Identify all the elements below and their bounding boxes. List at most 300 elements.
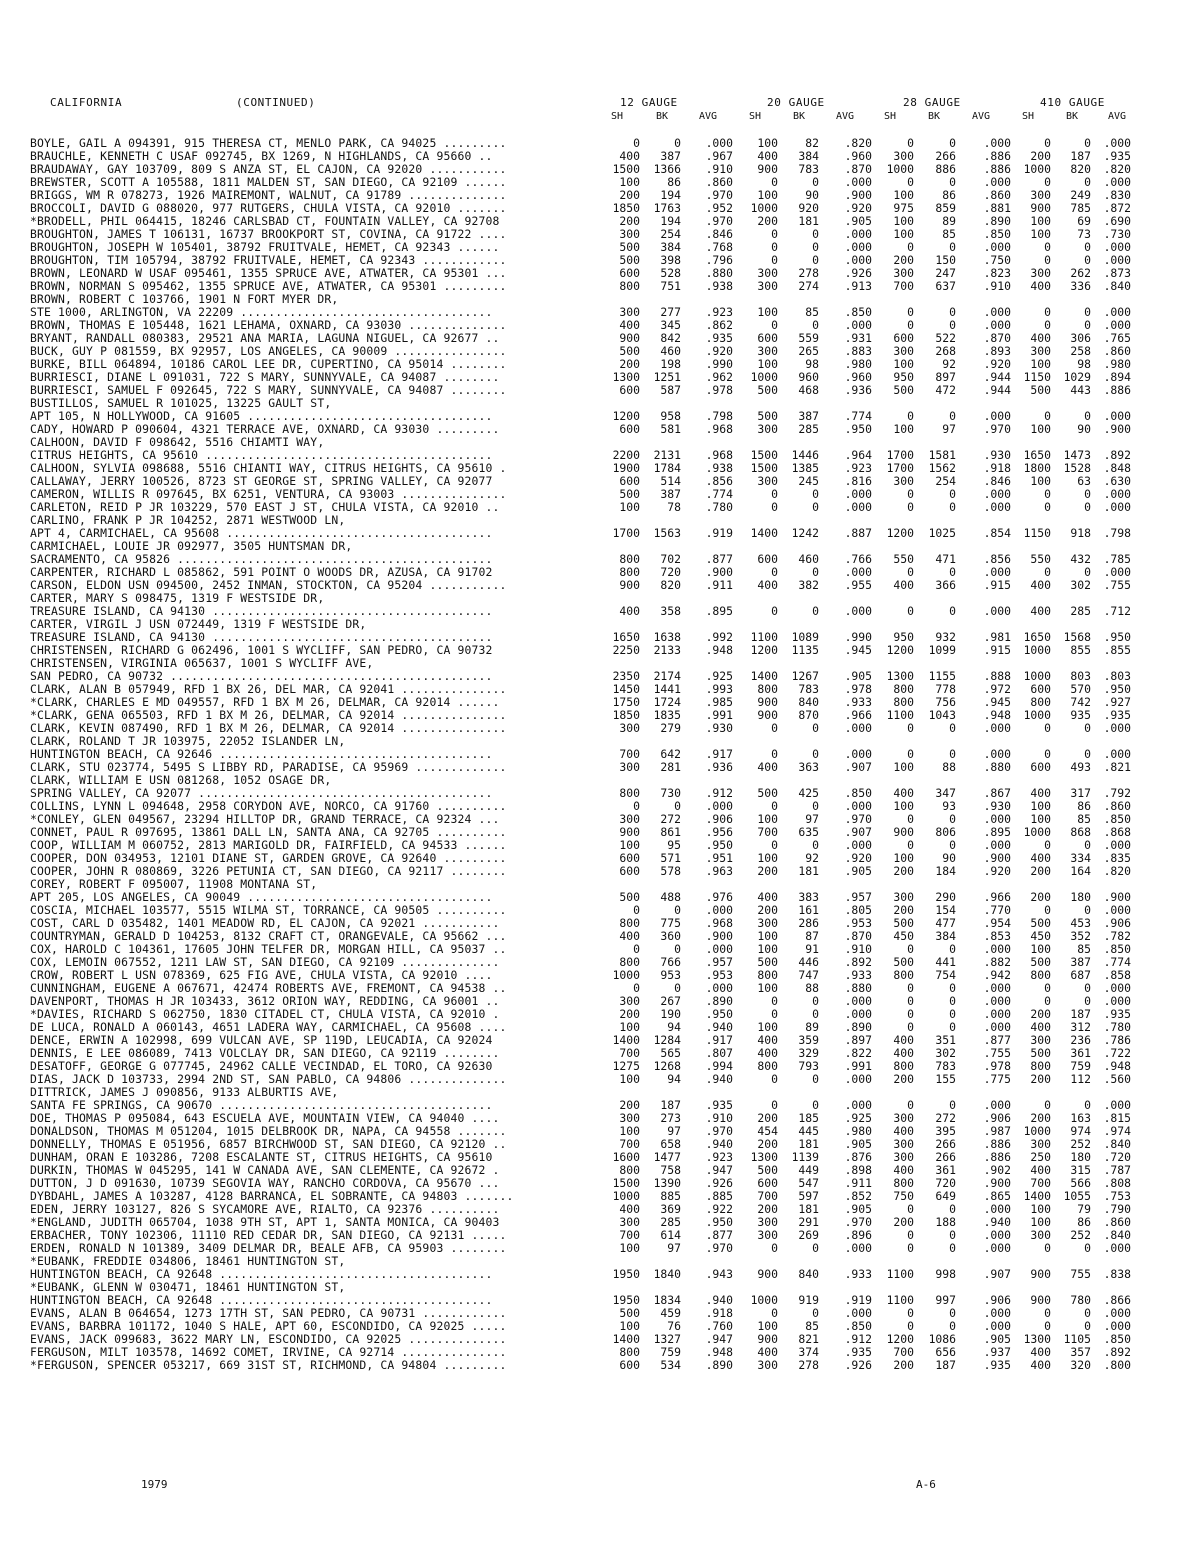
cell-avg-410: .840 (1103, 279, 1131, 293)
cell-sh-12: 300 (619, 1215, 640, 1229)
cell-sh-12: 1600 (612, 1150, 640, 1164)
table-row (0, 618, 1200, 631)
shooter-name-address: HUNTINGTON BEACH, CA 92648 ....................................... (30, 1268, 493, 1281)
cell-bk-28: 0 (949, 136, 956, 150)
table-row (0, 696, 1200, 709)
cell-sh-20: 0 (771, 318, 778, 332)
cell-avg-20: .890 (844, 1020, 872, 1034)
cell-sh-410: 0 (1044, 903, 1051, 917)
cell-avg-410: .560 (1103, 1072, 1131, 1086)
cell-bk-410: 0 (1084, 487, 1091, 501)
cell-bk-12: 1834 (653, 1293, 681, 1307)
cell-avg-410: .860 (1103, 344, 1131, 358)
cell-avg-12: .970 (705, 188, 733, 202)
cell-sh-12: 0 (633, 981, 640, 995)
cell-sh-20: 900 (757, 162, 778, 176)
cell-sh-12: 600 (619, 864, 640, 878)
cell-sh-12: 200 (619, 1098, 640, 1112)
shooter-name-address: BROWN, NORMAN S 095462, 1355 SPRUCE AVE, ATWATER, CA 95301 ......... (30, 280, 507, 293)
cell-sh-28: 0 (907, 409, 914, 423)
cell-avg-20: .892 (844, 955, 872, 969)
cell-sh-410: 400 (1030, 578, 1051, 592)
cell-avg-12: .938 (705, 461, 733, 475)
cell-bk-12: 1477 (653, 1150, 681, 1164)
cell-sh-20: 300 (757, 1215, 778, 1229)
cell-avg-20: .950 (844, 422, 872, 436)
cell-bk-20: 547 (798, 1176, 819, 1190)
cell-avg-12: .877 (705, 1228, 733, 1242)
cell-avg-20: .919 (844, 1293, 872, 1307)
cell-sh-410: 200 (1030, 1111, 1051, 1125)
cell-bk-20: 91 (805, 942, 819, 956)
cell-sh-410: 1000 (1023, 708, 1051, 722)
cell-bk-410: 236 (1070, 1033, 1091, 1047)
cell-sh-28: 0 (907, 1319, 914, 1333)
cell-avg-20: .883 (844, 344, 872, 358)
cell-sh-28: 1300 (886, 669, 914, 683)
cell-bk-410: 432 (1070, 552, 1091, 566)
cell-avg-20: .926 (844, 1358, 872, 1372)
cell-avg-28: .906 (983, 1111, 1011, 1125)
cell-sh-410: 400 (1030, 1358, 1051, 1372)
cell-bk-20: 269 (798, 1228, 819, 1242)
cell-avg-28: .882 (983, 955, 1011, 969)
cell-bk-410: 180 (1070, 1150, 1091, 1164)
cell-avg-28: .000 (983, 1306, 1011, 1320)
table-row (0, 813, 1200, 826)
table-row (0, 904, 1200, 917)
cell-sh-410: 400 (1030, 786, 1051, 800)
cell-sh-28: 800 (893, 1059, 914, 1073)
cell-avg-20: .000 (844, 500, 872, 514)
cell-avg-410: .974 (1103, 1124, 1131, 1138)
cell-bk-20: 1139 (791, 1150, 819, 1164)
cell-bk-410: 63 (1077, 474, 1091, 488)
cell-bk-20: 635 (798, 825, 819, 839)
cell-avg-12: .862 (705, 318, 733, 332)
cell-avg-20: .000 (844, 318, 872, 332)
cell-avg-12: .780 (705, 500, 733, 514)
cell-avg-410: .848 (1103, 461, 1131, 475)
cell-bk-28: 155 (935, 1072, 956, 1086)
cell-avg-28: .000 (983, 175, 1011, 189)
cell-sh-28: 0 (907, 1020, 914, 1034)
cell-avg-20: .870 (844, 929, 872, 943)
cell-bk-20: 445 (798, 1124, 819, 1138)
table-row (0, 1255, 1200, 1268)
cell-avg-12: .923 (705, 1150, 733, 1164)
cell-avg-12: .940 (705, 1072, 733, 1086)
cell-avg-410: .000 (1103, 240, 1131, 254)
cell-avg-28: .902 (983, 1163, 1011, 1177)
cell-sh-20: 1500 (750, 448, 778, 462)
cell-sh-28: 1200 (886, 526, 914, 540)
cell-avg-20: .933 (844, 968, 872, 982)
cell-avg-28: .945 (983, 695, 1011, 709)
cell-bk-20: 274 (798, 279, 819, 293)
cell-avg-12: .807 (705, 1046, 733, 1060)
cell-bk-410: 249 (1070, 188, 1091, 202)
cell-sh-12: 400 (619, 149, 640, 163)
cell-bk-410: 935 (1070, 708, 1091, 722)
cell-sh-20: 300 (757, 474, 778, 488)
cell-bk-20: 92 (805, 851, 819, 865)
cell-avg-28: .846 (983, 474, 1011, 488)
cell-avg-410: .792 (1103, 786, 1131, 800)
cell-bk-12: 571 (660, 851, 681, 865)
cell-sh-12: 800 (619, 786, 640, 800)
cell-sh-20: 100 (757, 188, 778, 202)
cell-avg-12: .856 (705, 474, 733, 488)
cell-avg-20: .896 (844, 1228, 872, 1242)
table-row (0, 787, 1200, 800)
cell-bk-410: 73 (1077, 227, 1091, 241)
table-row (0, 202, 1200, 215)
cell-avg-28: .970 (983, 422, 1011, 436)
cell-sh-12: 1000 (612, 968, 640, 982)
cell-bk-28: 886 (935, 162, 956, 176)
shooter-name-address: *EUBANK, FREDDIE 034806, 18461 HUNTINGTON ST, (30, 1255, 346, 1268)
cell-bk-20: 382 (798, 578, 819, 592)
cell-bk-28: 522 (935, 331, 956, 345)
cell-avg-410: .785 (1103, 552, 1131, 566)
cell-avg-12: .911 (705, 578, 733, 592)
cell-bk-28: 0 (949, 1020, 956, 1034)
cell-avg-20: .957 (844, 890, 872, 904)
table-row (0, 1099, 1200, 1112)
cell-sh-28: 100 (893, 851, 914, 865)
cell-avg-28: .981 (983, 630, 1011, 644)
cell-avg-28: .000 (983, 994, 1011, 1008)
shooter-name-address: *CONLEY, GLEN 049567, 23294 HILLTOP DR, GRAND TERRACE, CA 92324 ... (30, 813, 500, 826)
cell-avg-20: .000 (844, 1098, 872, 1112)
cell-bk-12: 0 (674, 942, 681, 956)
cell-bk-28: 266 (935, 1150, 956, 1164)
cell-sh-12: 100 (619, 838, 640, 852)
cell-sh-28: 750 (893, 1189, 914, 1203)
cell-avg-12: .963 (705, 864, 733, 878)
cell-bk-410: 252 (1070, 1228, 1091, 1242)
cell-avg-20: .000 (844, 721, 872, 735)
cell-sh-410: 0 (1044, 994, 1051, 1008)
table-row (0, 189, 1200, 202)
cell-sh-28: 300 (893, 266, 914, 280)
cell-sh-28: 400 (893, 1163, 914, 1177)
cell-bk-12: 720 (660, 565, 681, 579)
cell-sh-410: 200 (1030, 890, 1051, 904)
cell-sh-20: 0 (771, 1306, 778, 1320)
cell-sh-12: 800 (619, 279, 640, 293)
cell-sh-20: 500 (757, 955, 778, 969)
cell-bk-12: 1563 (653, 526, 681, 540)
cell-bk-20: 783 (798, 162, 819, 176)
shooter-name-address: CARMICHAEL, LOUIE JR 092977, 3505 HUNTSMAN DR, (30, 540, 353, 553)
cell-sh-20: 1100 (750, 630, 778, 644)
cell-bk-20: 1242 (791, 526, 819, 540)
cell-avg-12: .936 (705, 760, 733, 774)
cell-bk-20: 285 (798, 422, 819, 436)
cell-sh-12: 2350 (612, 669, 640, 683)
cell-sh-20: 0 (771, 500, 778, 514)
shooter-name-address: CLARK, STU 023774, 5495 S LIBBY RD, PARADISE, CA 95969 ............. (30, 761, 507, 774)
cell-avg-12: .760 (705, 1319, 733, 1333)
cell-avg-12: .926 (705, 1176, 733, 1190)
cell-sh-12: 500 (619, 1306, 640, 1320)
cell-bk-12: 194 (660, 188, 681, 202)
cell-avg-410: .950 (1103, 630, 1131, 644)
cell-bk-20: 425 (798, 786, 819, 800)
cell-avg-12: .000 (705, 942, 733, 956)
shooter-name-address: CLARK, WILLIAM E USN 081268, 1052 OSAGE DR, (30, 774, 332, 787)
cell-sh-410: 900 (1030, 1267, 1051, 1281)
cell-sh-410: 300 (1030, 1228, 1051, 1242)
cell-bk-410: 0 (1084, 981, 1091, 995)
cell-avg-12: .935 (705, 331, 733, 345)
cell-bk-20: 870 (798, 708, 819, 722)
cell-sh-12: 0 (633, 903, 640, 917)
cell-sh-12: 400 (619, 604, 640, 618)
cell-avg-28: .954 (983, 916, 1011, 930)
cell-bk-12: 272 (660, 812, 681, 826)
cell-sh-410: 0 (1044, 175, 1051, 189)
cell-sh-410: 200 (1030, 1007, 1051, 1021)
cell-sh-12: 400 (619, 929, 640, 943)
cell-avg-410: .935 (1103, 149, 1131, 163)
shooter-name-address: BROWN, ROBERT C 103766, 1901 N FORT MYER DR, (30, 293, 339, 306)
shooter-name-address: CARLINO, FRANK P JR 104252, 2871 WESTWOOD LN, (30, 514, 346, 527)
cell-sh-28: 700 (893, 1345, 914, 1359)
cell-bk-28: 756 (935, 695, 956, 709)
cell-sh-12: 300 (619, 227, 640, 241)
cell-bk-12: 267 (660, 994, 681, 1008)
cell-sh-20: 100 (757, 851, 778, 865)
table-row (0, 1112, 1200, 1125)
cell-sh-12: 800 (619, 1345, 640, 1359)
cell-bk-410: 780 (1070, 1293, 1091, 1307)
cell-avg-12: .970 (705, 214, 733, 228)
cell-bk-410: 85 (1077, 812, 1091, 826)
cell-sh-20: 100 (757, 981, 778, 995)
cell-sh-28: 0 (907, 1228, 914, 1242)
cell-sh-20: 1000 (750, 370, 778, 384)
cell-bk-410: 855 (1070, 643, 1091, 657)
cell-sh-410: 100 (1030, 422, 1051, 436)
gauge-20-heading: 20 GAUGE (767, 96, 825, 109)
cell-avg-20: .953 (844, 916, 872, 930)
cell-bk-12: 387 (660, 487, 681, 501)
table-row (0, 982, 1200, 995)
cell-bk-12: 198 (660, 357, 681, 371)
cell-sh-20: 0 (771, 838, 778, 852)
shooter-name-address: BRIGGS, WM R 078273, 1926 MAIREMONT, WALNUT, CA 91789 .............. (30, 189, 507, 202)
cell-sh-12: 800 (619, 1163, 640, 1177)
shooter-name-address: BRAUDAWAY, GAY 103709, 809 S ANZA ST, EL CAJON, CA 92020 ........... (30, 163, 507, 176)
cell-bk-410: 334 (1070, 851, 1091, 865)
shooter-name-address: BRAUCHLE, KENNETH C USAF 092745, BX 1269, N HIGHLANDS, CA 95660 .. (30, 150, 493, 163)
table-row (0, 566, 1200, 579)
cell-bk-28: 656 (935, 1345, 956, 1359)
cell-avg-12: .917 (705, 747, 733, 761)
cell-avg-28: .893 (983, 344, 1011, 358)
table-row (0, 267, 1200, 280)
col-avg-28: AVG (972, 111, 991, 122)
cell-sh-20: 300 (757, 1358, 778, 1372)
cell-sh-20: 800 (757, 682, 778, 696)
table-row (0, 579, 1200, 592)
cell-sh-28: 300 (893, 474, 914, 488)
cell-avg-28: .930 (983, 448, 1011, 462)
col-avg-410: AVG (1108, 111, 1127, 122)
shooter-name-address: CADY, HOWARD P 090604, 4321 TERRACE AVE, OXNARD, CA 93030 ......... (30, 423, 500, 436)
cell-avg-20: .933 (844, 1267, 872, 1281)
cell-bk-20: 278 (798, 1358, 819, 1372)
cell-avg-410: .000 (1103, 487, 1131, 501)
shooter-name-address: STE 1000, ARLINGTON, VA 22209 .................................... (30, 306, 493, 319)
cell-bk-410: 69 (1077, 214, 1091, 228)
cell-sh-410: 300 (1030, 1137, 1051, 1151)
table-row (0, 449, 1200, 462)
cell-avg-20: .000 (844, 175, 872, 189)
shooter-name-address: CITRUS HEIGHTS, CA 95610 ......................................... (30, 449, 493, 462)
cell-avg-12: .890 (705, 1358, 733, 1372)
cell-sh-28: 0 (907, 1202, 914, 1216)
cell-avg-28: .972 (983, 682, 1011, 696)
cell-sh-28: 400 (893, 578, 914, 592)
table-row (0, 332, 1200, 345)
cell-avg-12: .906 (705, 812, 733, 826)
cell-bk-28: 0 (949, 565, 956, 579)
cell-avg-20: .850 (844, 1319, 872, 1333)
cell-bk-28: 0 (949, 604, 956, 618)
cell-avg-12: .880 (705, 266, 733, 280)
cell-sh-20: 0 (771, 565, 778, 579)
shooter-list (0, 137, 1200, 1372)
cell-sh-20: 0 (771, 1072, 778, 1086)
cell-avg-410: .720 (1103, 1150, 1131, 1164)
shooter-name-address: DESATOFF, GEORGE G 077745, 24962 CALLE VECINDAD, EL TORO, CA 92630 (30, 1060, 493, 1073)
cell-bk-20: 181 (798, 214, 819, 228)
shooter-name-address: *BRODELL, PHIL 064415, 18246 CARLSBAD CT, FOUNTAIN VALLEY, CA 92708 (30, 215, 500, 228)
table-row (0, 735, 1200, 748)
cell-bk-410: 180 (1070, 890, 1091, 904)
cell-bk-12: 459 (660, 1306, 681, 1320)
cell-sh-28: 300 (893, 149, 914, 163)
cell-avg-20: .905 (844, 864, 872, 878)
cell-avg-410: .000 (1103, 409, 1131, 423)
cell-sh-410: 0 (1044, 136, 1051, 150)
cell-bk-410: 90 (1077, 422, 1091, 436)
cell-sh-28: 400 (893, 1033, 914, 1047)
cell-avg-28: .944 (983, 383, 1011, 397)
cell-bk-410: 357 (1070, 1345, 1091, 1359)
cell-sh-12: 0 (633, 799, 640, 813)
cell-bk-12: 369 (660, 1202, 681, 1216)
cell-sh-20: 1000 (750, 1293, 778, 1307)
cell-avg-20: .000 (844, 227, 872, 241)
cell-avg-12: .925 (705, 669, 733, 683)
col-sh-12: SH (611, 111, 624, 122)
cell-bk-20: 1385 (791, 461, 819, 475)
cell-sh-20: 400 (757, 1046, 778, 1060)
cell-sh-12: 300 (619, 994, 640, 1008)
cell-sh-28: 0 (907, 136, 914, 150)
cell-sh-28: 1000 (886, 162, 914, 176)
cell-avg-12: .985 (705, 695, 733, 709)
table-row (0, 540, 1200, 553)
cell-bk-12: 460 (660, 344, 681, 358)
shooter-name-address: BURRIESCI, SAMUEL F 092645, 722 S MARY, SUNNYVALE, CA 94087 ........ (30, 384, 507, 397)
cell-sh-20: 0 (771, 240, 778, 254)
cell-sh-20: 600 (757, 1176, 778, 1190)
cell-bk-20: 181 (798, 1137, 819, 1151)
cell-bk-20: 793 (798, 1059, 819, 1073)
cell-avg-20: .766 (844, 552, 872, 566)
cell-avg-12: .992 (705, 630, 733, 644)
shooter-name-address: *CLARK, GENA 065503, RFD 1 BX M 26, DELMAR, CA 92014 ............... (30, 709, 507, 722)
cell-sh-20: 1200 (750, 643, 778, 657)
cell-avg-28: .915 (983, 643, 1011, 657)
cell-avg-28: .900 (983, 851, 1011, 865)
cell-bk-28: 0 (949, 1306, 956, 1320)
cell-bk-410: 0 (1084, 500, 1091, 514)
cell-bk-410: 98 (1077, 357, 1091, 371)
cell-bk-12: 1441 (653, 682, 681, 696)
cell-sh-20: 700 (757, 825, 778, 839)
cell-sh-410: 0 (1044, 565, 1051, 579)
cell-avg-410: .935 (1103, 1007, 1131, 1021)
cell-avg-410: .815 (1103, 1111, 1131, 1125)
cell-avg-28: .942 (983, 968, 1011, 982)
cell-sh-20: 200 (757, 903, 778, 917)
shooter-name-address: CARLETON, REID P JR 103229, 570 EAST J ST, CHULA VISTA, CA 92010 .. (30, 501, 500, 514)
cell-bk-12: 398 (660, 253, 681, 267)
table-row (0, 254, 1200, 267)
cell-bk-28: 998 (935, 1267, 956, 1281)
cell-sh-28: 500 (893, 955, 914, 969)
cell-avg-20: .900 (844, 188, 872, 202)
cell-sh-410: 0 (1044, 1241, 1051, 1255)
shooter-name-address: ERDEN, RONALD N 101389, 3409 DELMAR DR, BEALE AFB, CA 95903 ........ (30, 1242, 507, 1255)
cell-bk-410: 112 (1070, 1072, 1091, 1086)
cell-sh-20: 100 (757, 812, 778, 826)
cell-avg-20: .820 (844, 136, 872, 150)
cell-bk-410: 79 (1077, 1202, 1091, 1216)
cell-bk-20: 919 (798, 1293, 819, 1307)
shooter-name-address: CLARK, ALAN B 057949, RFD 1 BX 26, DEL MAR, CA 92041 ............... (30, 683, 507, 696)
cell-avg-410: .868 (1103, 825, 1131, 839)
cell-bk-12: 642 (660, 747, 681, 761)
cell-bk-28: 89 (942, 214, 956, 228)
cell-avg-28: .000 (983, 1319, 1011, 1333)
cell-sh-12: 100 (619, 1124, 640, 1138)
cell-avg-410: .000 (1103, 318, 1131, 332)
cell-bk-410: 1055 (1063, 1189, 1091, 1203)
cell-avg-12: .912 (705, 786, 733, 800)
shooter-name-address: BROCCOLI, DAVID G 088020, 977 RUTGERS, CHULA VISTA, CA 92010 ....... (30, 202, 507, 215)
shooter-name-address: CALLAWAY, JERRY 100526, 8723 ST GEORGE ST, SPRING VALLEY, CA 92077 (30, 475, 493, 488)
cell-sh-12: 500 (619, 253, 640, 267)
shooter-name-address: COX, HAROLD C 104361, 17605 JOHN TELFER DR, MORGAN HILL, CA 95037 .. (30, 943, 507, 956)
cell-sh-12: 300 (619, 721, 640, 735)
cell-avg-12: .935 (705, 1098, 733, 1112)
cell-bk-12: 842 (660, 331, 681, 345)
cell-bk-20: 0 (812, 1007, 819, 1021)
cell-avg-28: .886 (983, 1150, 1011, 1164)
cell-sh-410: 100 (1030, 227, 1051, 241)
cell-avg-12: .994 (705, 1059, 733, 1073)
table-row (0, 397, 1200, 410)
cell-bk-12: 1724 (653, 695, 681, 709)
